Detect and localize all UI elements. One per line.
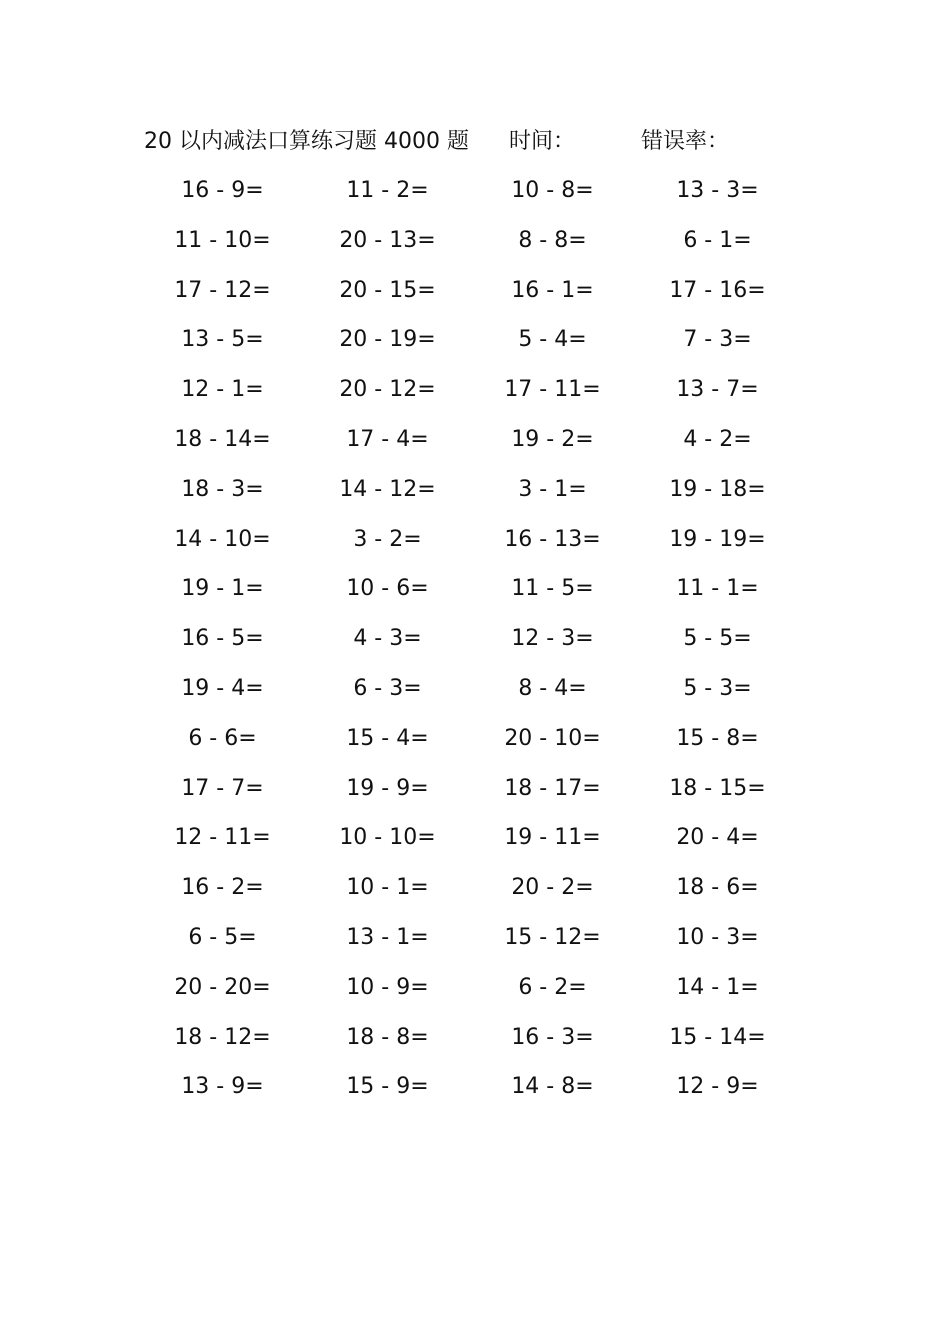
math-problem: 11 - 2= [346, 178, 429, 203]
math-problem: 14 - 1= [676, 974, 759, 1000]
math-problem: 16 - 1= [511, 277, 594, 303]
math-problem: 12 - 1= [181, 377, 264, 403]
math-problem: 20 - 4= [676, 825, 759, 851]
math-problem: 17 - 7= [181, 775, 264, 801]
math-problem: 13 - 9= [181, 1074, 264, 1100]
math-problem: 15 - 8= [676, 725, 759, 751]
math-problem: 12 - 9= [676, 1074, 759, 1100]
math-problem: 5 - 5= [683, 626, 752, 652]
problem-row [140, 473, 800, 523]
math-problem: 20 - 2= [511, 875, 594, 901]
math-problem: 10 - 1= [346, 875, 429, 901]
math-problem: 8 - 4= [518, 675, 587, 701]
math-problem: 19 - 1= [181, 576, 264, 602]
math-problem: 11 - 5= [511, 576, 594, 602]
math-problem: 14 - 8= [511, 1074, 594, 1100]
math-problem: 6 - 5= [188, 924, 257, 950]
math-problem: 13 - 3= [676, 178, 759, 203]
math-problem: 18 - 3= [181, 476, 264, 502]
math-problem: 17 - 12= [174, 277, 271, 303]
problem-row [140, 821, 800, 871]
problem-row [140, 672, 800, 722]
problem-row [140, 423, 800, 473]
math-problem: 10 - 9= [346, 974, 429, 1000]
math-problem: 18 - 14= [174, 426, 271, 452]
math-problem: 11 - 1= [676, 576, 759, 602]
math-problem: 18 - 8= [346, 1024, 429, 1050]
math-problem: 4 - 3= [353, 626, 422, 652]
math-problem: 16 - 2= [181, 875, 264, 901]
time-label: 时间： [509, 129, 576, 154]
math-problem: 6 - 3= [353, 675, 422, 701]
math-problem: 17 - 11= [504, 377, 601, 403]
math-problem: 19 - 11= [504, 825, 601, 851]
math-problem: 16 - 5= [181, 626, 264, 652]
math-problem: 5 - 4= [518, 327, 587, 353]
math-problem: 13 - 7= [676, 377, 759, 403]
math-problem: 19 - 2= [511, 426, 594, 452]
math-problem: 14 - 10= [174, 526, 271, 552]
math-problem: 16 - 13= [504, 526, 601, 552]
math-problem: 7 - 3= [683, 327, 752, 353]
math-problem: 18 - 12= [174, 1024, 271, 1050]
problem-row [140, 622, 800, 672]
math-problem: 20 - 13= [339, 227, 436, 253]
math-problem: 15 - 9= [346, 1074, 429, 1100]
math-problem: 12 - 3= [511, 626, 594, 652]
math-problem: 20 - 19= [339, 327, 436, 353]
math-problem: 14 - 12= [339, 476, 436, 502]
math-problem: 16 - 9= [181, 178, 264, 203]
math-problem: 4 - 2= [683, 426, 752, 452]
math-problem: 8 - 8= [518, 227, 587, 253]
problem-row [140, 722, 800, 772]
problem-row [140, 1021, 800, 1071]
math-problem: 19 - 19= [669, 526, 766, 552]
math-problem: 18 - 15= [669, 775, 766, 801]
math-problem: 6 - 2= [518, 974, 587, 1000]
problem-row [140, 274, 800, 324]
math-problem: 3 - 1= [518, 476, 587, 502]
math-problem: 13 - 5= [181, 327, 264, 353]
math-problem: 20 - 10= [504, 725, 601, 751]
math-problem: 13 - 1= [346, 924, 429, 950]
worksheet-title: 20 以内减法口算练习题 4000 题 [144, 129, 469, 154]
math-problem: 20 - 20= [174, 974, 271, 1000]
math-problem: 15 - 14= [669, 1024, 766, 1050]
math-problem: 6 - 6= [188, 725, 257, 751]
math-problem: 15 - 12= [504, 924, 601, 950]
problem-row [140, 373, 800, 423]
math-problem: 17 - 16= [669, 277, 766, 303]
problem-row [140, 871, 800, 921]
math-problem: 3 - 2= [353, 526, 422, 552]
problem-row [140, 323, 800, 373]
math-problem: 11 - 10= [174, 227, 271, 253]
problem-row [140, 772, 800, 822]
math-problem: 15 - 4= [346, 725, 429, 751]
problem-row [140, 1070, 800, 1120]
problem-row [140, 523, 800, 573]
math-problem: 19 - 18= [669, 476, 766, 502]
math-problem: 12 - 11= [174, 825, 271, 851]
problem-row [140, 224, 800, 274]
problem-row [140, 971, 800, 1021]
math-problem: 10 - 6= [346, 576, 429, 602]
problem-row [140, 174, 800, 224]
math-problem: 19 - 9= [346, 775, 429, 801]
worksheet-header [144, 126, 844, 158]
math-problem: 10 - 10= [339, 825, 436, 851]
problem-grid [140, 174, 800, 1120]
math-problem: 6 - 1= [683, 227, 752, 253]
error-rate-label: 错误率： [641, 129, 730, 154]
math-problem: 10 - 8= [511, 178, 594, 203]
math-problem: 18 - 17= [504, 775, 601, 801]
math-problem: 16 - 3= [511, 1024, 594, 1050]
math-problem: 10 - 3= [676, 924, 759, 950]
math-problem: 20 - 12= [339, 377, 436, 403]
problem-row [140, 921, 800, 971]
problem-row [140, 572, 800, 622]
math-problem: 19 - 4= [181, 675, 264, 701]
math-problem: 20 - 15= [339, 277, 436, 303]
math-problem: 5 - 3= [683, 675, 752, 701]
math-problem: 18 - 6= [676, 875, 759, 901]
math-problem: 17 - 4= [346, 426, 429, 452]
